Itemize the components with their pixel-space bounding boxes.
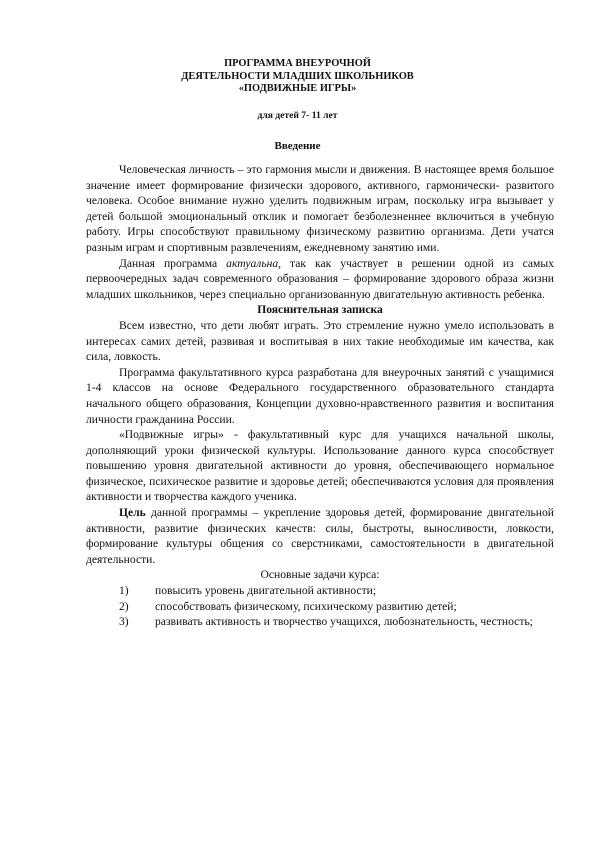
list-item-text: развивать активность и творчество учащихся, любознательность, честность;: [155, 615, 533, 629]
title-line-1: ПРОГРАММА ВНЕУРОЧНОЙ: [224, 58, 371, 69]
title-line-3: «ПОДВИЖНЫЕ ИГРЫ»: [238, 83, 357, 94]
list-item: [86, 614, 554, 630]
tasks-list: [86, 583, 554, 630]
tasks-heading: Основные задачи курса:: [260, 568, 380, 582]
list-item-number: 1): [119, 584, 129, 598]
intro-paragraph-1: Человеческая личность – это гармония мысли и движения. В настоящее время большое значение имеет формирование физически здорового, активного, гармонически- развитого человека. Особое внимание нужно уделить подвижным играм, поскольку игра вызывает у детей большой эмоциональный отклик и помогает безболезненнее включиться в учебную работу. Игры способствуют правильному физическому развитию организма. Дети учатся разным играм и спортивным развлечениям, ежедневному занятию ими.: [86, 163, 554, 254]
note-paragraph-1: Всем известно, что дети любят играть. Это стремление нужно умело использовать в интересах самих детей, развивая и воспитывая в них такие необходимые им качества, как сила, ловкость.: [86, 318, 554, 364]
intro-p2-text: Данная программа: [119, 256, 227, 270]
document-body: [86, 162, 554, 630]
intro-heading: Введение: [274, 140, 321, 152]
list-item-number: 2): [119, 599, 129, 613]
note-paragraph-4: [86, 505, 554, 567]
goal-label: Цель: [119, 506, 146, 520]
intro-paragraph-2: [86, 256, 554, 303]
document-title: [60, 58, 535, 96]
note-paragraph-2: Программа факультативного курса разработана для внеурочных занятий с учащимися 1-4 классов на основе Федерального государственного образовательного стандарта начального общего образования, Концепции духовно-нравственного развития и воспитания личности гражданина России.: [86, 365, 554, 426]
list-item-text: повысить уровень двигательной активности;: [155, 584, 377, 598]
document-subtitle: для детей 7- 11 лет: [257, 110, 338, 121]
intro-p2-italic: актуальна,: [226, 256, 282, 270]
goal-text: данной программы – укрепление здоровья детей, формирование двигательной активности, развитие физических качеств: силы, быстроты, выносливости, ловкости, формирование культуры общения со сверстниками, самостоятельности в двигательной деятельности.: [86, 506, 554, 566]
title-line-2: ДЕЯТЕЛЬНОСТИ МЛАДШИХ ШКОЛЬНИКОВ: [181, 70, 414, 82]
list-item-text: способствовать физическому, психическому развитию детей;: [155, 599, 457, 613]
list-item: [86, 599, 554, 615]
note-paragraph-3: «Подвижные игры» - факультативный курс для учащихся начальной школы, дополняющий уроки физической культуры. Использование данного курса способствует повышению уровня двигательной активности до уровня, обеспечивающего нормальное физическое, психическое развитие и здоровье детей; обеспечиваются условия для проявления активности и творчества каждого ученика.: [86, 428, 554, 504]
intro-p2-rest: так как участвует в решении одной из самых первоочередных задач современного образования – формирование здорового образа жизни младших школьников, через специально организованную двигательную активность ребенка.: [86, 256, 554, 301]
list-item-number: 3): [119, 615, 129, 629]
note-heading: Пояснительная записка: [257, 303, 383, 317]
list-item: [86, 583, 554, 599]
